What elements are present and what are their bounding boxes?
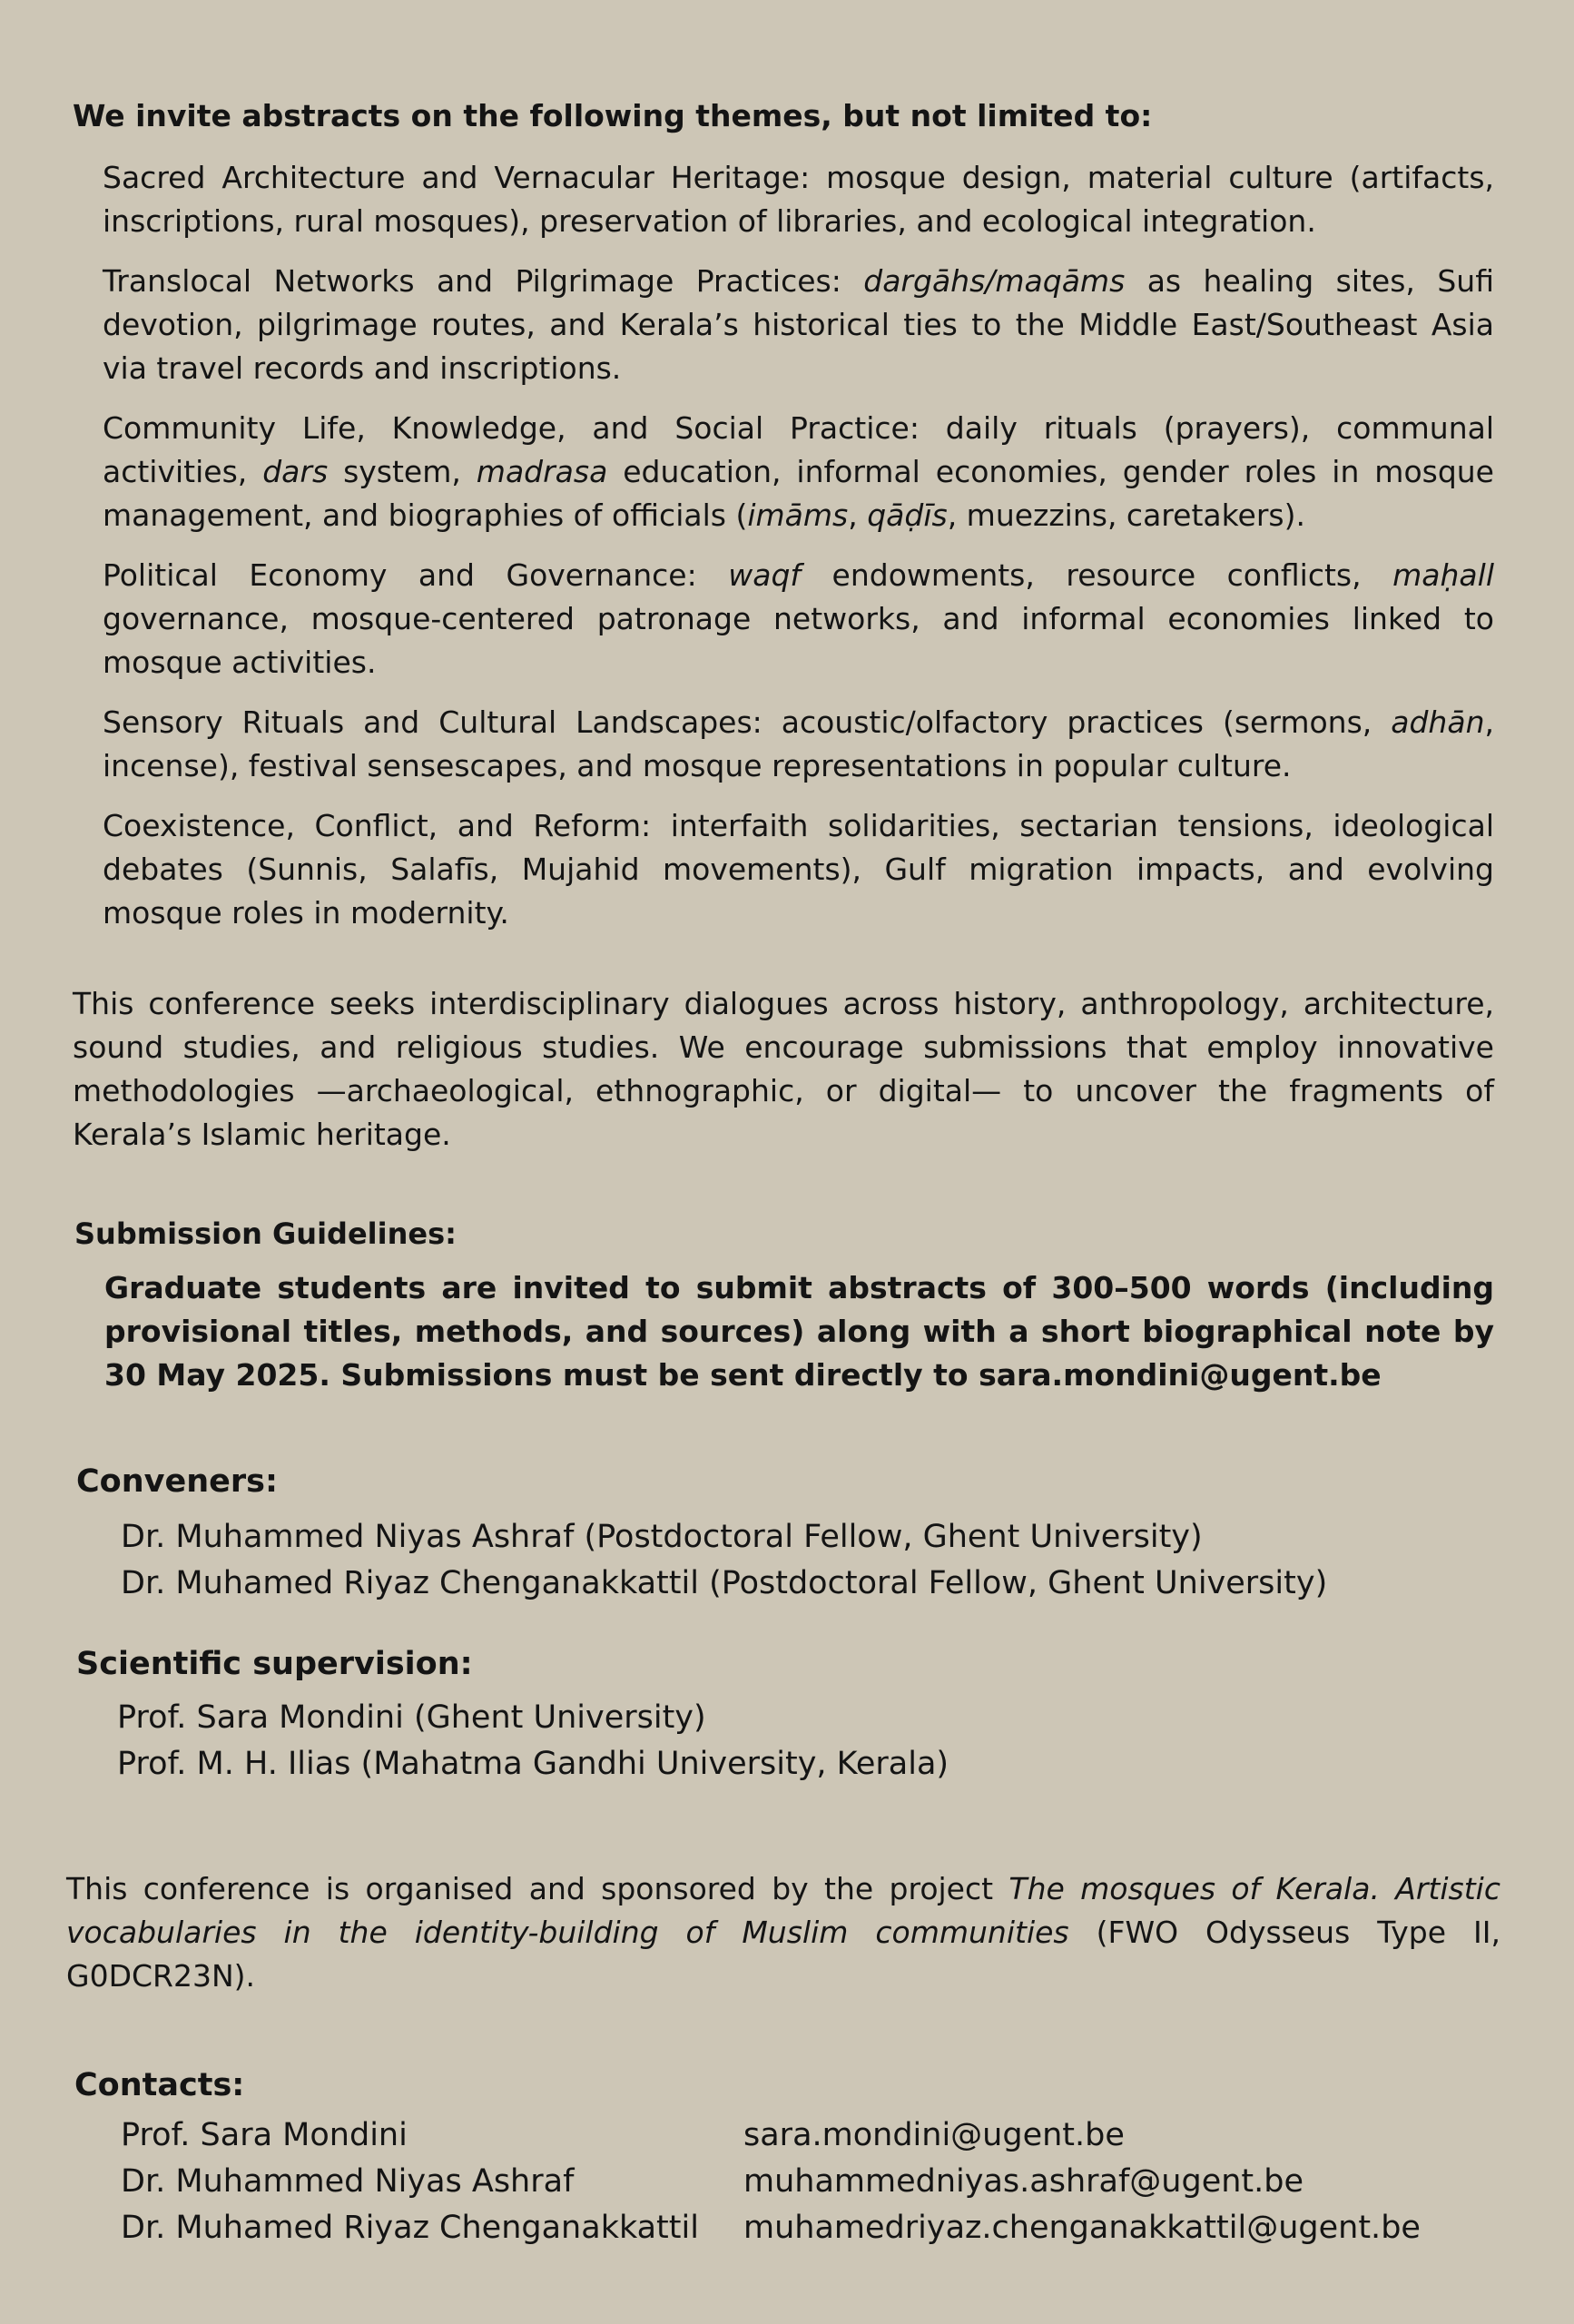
theme-text: Coexistence, Conflict, and Reform: interfaith solidarities, sectarian tensions, ideological debates (Sunnis, Salafīs, Mujahid movements), Gulf migration impacts, and evolving mosque roles in modernity.: [103, 808, 1494, 931]
conveners-list: [121, 1514, 1537, 1607]
contact-row: [121, 2112, 1555, 2159]
contact-row: [121, 2159, 1555, 2205]
themes-intro: We invite abstracts on the following themes, but not limited to:: [73, 98, 1153, 133]
theme-italic-term: imāms: [747, 497, 849, 533]
contact-row: [121, 2205, 1555, 2251]
theme-text: Sacred Architecture and Vernacular Heritage: mosque design, material culture (artifacts, inscriptions, rural mosques), preservation of libraries, and ecological integration.: [103, 160, 1494, 239]
theme-italic-term: dars: [262, 454, 329, 489]
submission-text: Graduate students are invited to submit abstracts of 300–500 words (including provisional titles, methods, and sources) along with a short biographical note by 30 May 2025. Submissions must be sent directly to sara.mondini@ugent.be: [104, 1270, 1494, 1393]
theme-item: [103, 804, 1494, 935]
theme-text: , incense), festival sensescapes, and mosque representations in popular culture.: [103, 704, 1494, 783]
theme-text: endowments, resource conflicts,: [801, 557, 1393, 593]
sponsor-prefix: This conference is organised and sponsored by the project: [66, 1871, 1009, 1906]
convener-item: Dr. Muhamed Riyaz Chenganakkattil (Postdoctoral Fellow, Ghent University): [121, 1565, 1328, 1601]
contact-email[interactable]: sara.mondini@ugent.be: [743, 2117, 1125, 2153]
theme-item: [103, 156, 1494, 243]
theme-item: [103, 701, 1494, 788]
contact-name: Dr. Muhammed Niyas Ashraf: [121, 2163, 575, 2200]
theme-text: as healing sites, Sufi devotion, pilgrimage routes, and Kerala’s historical ties to the Middle East/Southeast Asia via travel records and inscriptions.: [103, 263, 1494, 386]
theme-item: [103, 260, 1494, 390]
contact-name: Prof. Sara Mondini: [121, 2117, 408, 2153]
sponsor-suffix: (FWO Odysseus Type II, G0DCR23N).: [66, 1915, 1500, 1994]
theme-item: [103, 407, 1494, 537]
contacts-heading: Contacts:: [74, 2067, 245, 2103]
supervision-heading: Scientific supervision:: [76, 1646, 473, 1682]
project-title: The mosques of Kerala. Artistic vocabularies in the identity-building of Muslim communities: [66, 1871, 1500, 1950]
theme-text: , muezzins, caretakers).: [947, 497, 1305, 533]
theme-text: Community Life, Knowledge, and Social Practice: daily rituals (prayers), communal activities,: [103, 410, 1494, 489]
supervision-list: [117, 1695, 1533, 1787]
theme-text: Sensory Rituals and Cultural Landscapes: acoustic/olfactory practices (sermons,: [103, 704, 1392, 740]
theme-text: system,: [328, 454, 477, 489]
conveners-heading: Conveners:: [76, 1463, 278, 1500]
theme-item: [103, 554, 1494, 684]
supervisor-item: Prof. M. H. Ilias (Mahatma Gandhi University, Kerala): [117, 1746, 949, 1782]
theme-italic-term: maḥall: [1392, 557, 1494, 593]
theme-text: governance, mosque-centered patronage networks, and informal economies linked to mosque activities.: [103, 601, 1494, 680]
theme-italic-term: dargāhs/maqāms: [863, 263, 1126, 299]
sponsor-paragraph: [66, 1867, 1500, 1998]
theme-text: Political Economy and Governance:: [103, 557, 729, 593]
theme-italic-term: waqf: [728, 557, 802, 593]
theme-italic-term: adhān: [1391, 704, 1485, 740]
submission-heading: Submission Guidelines:: [74, 1216, 457, 1251]
contact-email[interactable]: muhammedniyas.ashraf@ugent.be: [743, 2163, 1304, 2200]
convener-item: Dr. Muhammed Niyas Ashraf (Postdoctoral Fellow, Ghent University): [121, 1519, 1203, 1555]
supervisor-item: Prof. Sara Mondini (Ghent University): [117, 1699, 706, 1736]
contacts-table: [121, 2112, 1555, 2251]
theme-italic-term: madrasa: [476, 454, 608, 489]
contact-name: Dr. Muhamed Riyaz Chenganakkattil: [121, 2210, 699, 2246]
theme-text: ,: [848, 497, 868, 533]
theme-text: Translocal Networks and Pilgrimage Practices:: [103, 263, 864, 299]
theme-italic-term: qāḍīs: [867, 497, 948, 533]
interdisciplinary-paragraph: This conference seeks interdisciplinary dialogues across history, anthropology, architecture, sound studies, and religious studies. We encourage submissions that employ innovative methodologies —archaeological, ethnographic, or digital— to uncover the fragments of Kerala’s Islamic heritage.: [73, 986, 1494, 1152]
contact-email[interactable]: muhamedriyaz.chenganakkattil@ugent.be: [743, 2210, 1421, 2246]
theme-text: education, informal economies, gender roles in mosque management, and biographies of officials (: [103, 454, 1494, 533]
themes-list: [103, 156, 1494, 951]
